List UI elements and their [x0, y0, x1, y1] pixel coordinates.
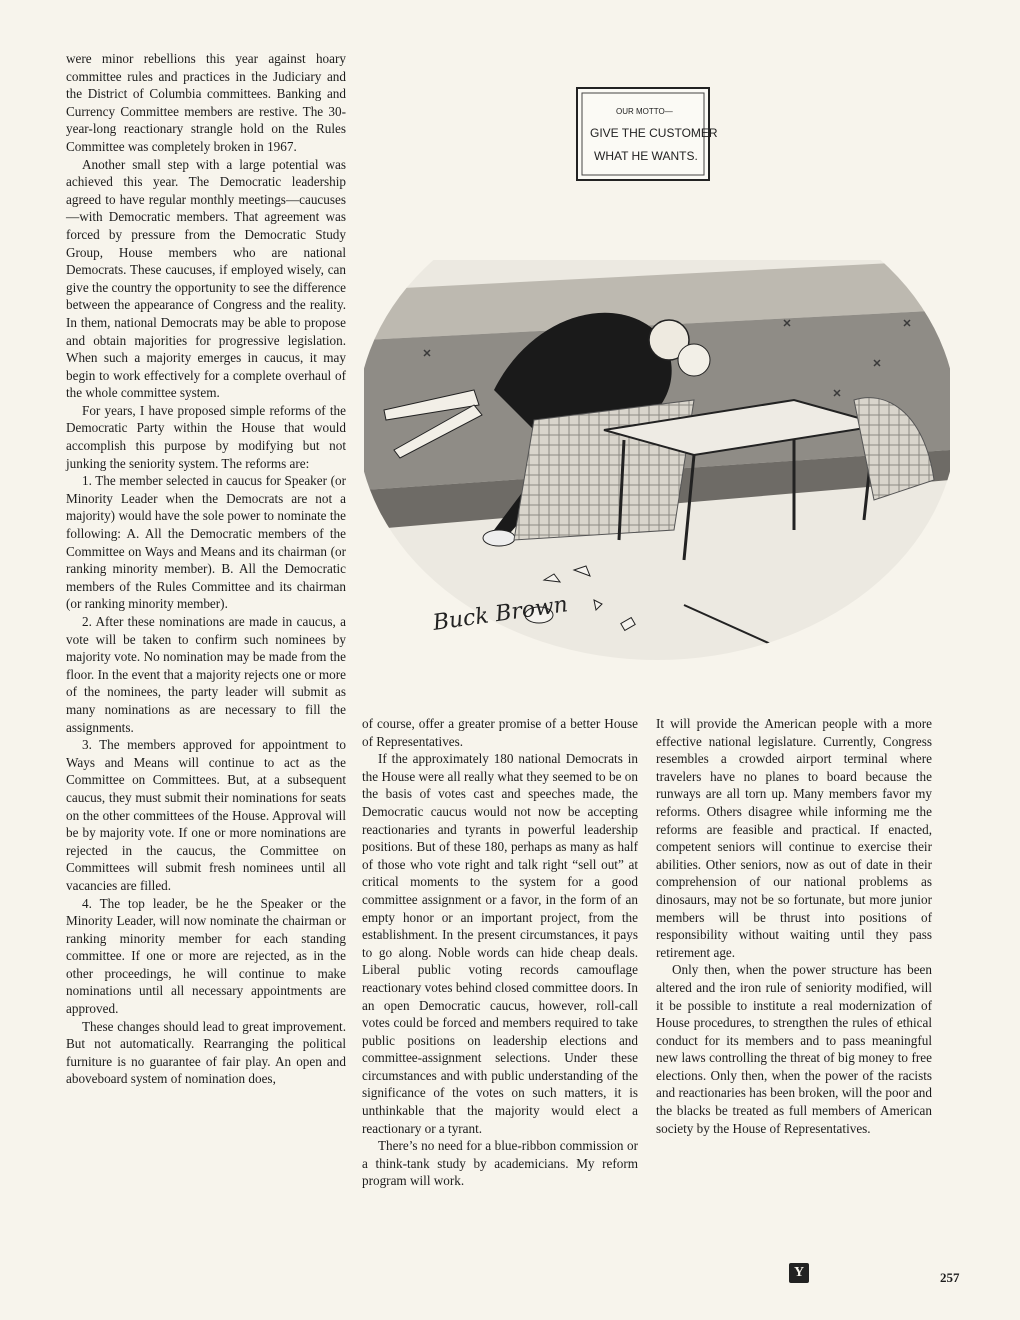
- paragraph: of course, offer a greater promise of a better House of Representatives.: [362, 716, 638, 749]
- end-mark-logo: Y: [789, 1263, 809, 1283]
- paragraph: Only then, when the power structure has been altered and the iron rule of seniority modified, will it be possible to institute a real modernization of House procedures, to strengthen the rules of ethical conduct for its members and to pass meaningful new laws controlling the threat of big money to free elections. Only then, when the power of the racists and reactionaries has been broken, will the poor and the blacks be treated as full members of American society by the House of Representatives.: [656, 962, 932, 1136]
- article-column-2: [362, 715, 638, 1190]
- cartoon-illustration: [364, 60, 950, 670]
- page-number: 257: [940, 1270, 960, 1285]
- motto-sign: [577, 88, 718, 180]
- paragraph: 1. The member selected in caucus for Speaker (or Minority Leader when the Democrats are not a majority) would have the sole power to nominate the following: A. All the Democratic members of the Committee on Ways and Means and its chairman (or ranking minority member). B. All the Democratic members of the Rules Committee and its chairman (or ranking minority member).: [66, 473, 346, 612]
- paragraph: These changes should lead to great improvement. But not automatically. Rearranging the political furniture is no guarantee of fair play. An open and aboveboard system of nomination does,: [66, 1018, 346, 1087]
- paragraph: were minor rebellions this year against hoary committee rules and practices in the Judiciary and the District of Columbia committees. Banking and Currency Committee members are restive. The 30-year-long reactionary strangle hold on the Rules Committee was completely broken in 1967.: [66, 51, 346, 154]
- artist-signature: Buck Brown: [431, 592, 570, 636]
- paragraph: 3. The members approved for appointment to Ways and Means will continue to act as the Committee on Committees. But, at a subsequent caucus, they must submit their nominations for seats on the other committees of the House. Approval will be by majority vote. If one or more nominations are rejected in the caucus, the Committee on Committees will submit fresh nominees until all vacancies are filled.: [66, 737, 346, 893]
- paragraph: If the approximately 180 national Democrats in the House were all really what they seemed to be on the basis of votes cast and speeches made, the Democratic caucus would not now be accepting reactionaries and tyrants in powerful leadership positions. But of these 180, perhaps as many as half of those who vote right and talk right “sell out” at critical moments to the system for a good committee assignment or a favor, in the form of an empty honor or an important project, from the establishment. In the present circumstances, it pays to go along. Noble words can hide cheap deals. Liberal public voting records camouflage reactionary votes behind closed committee doors. In an open Democratic caucus, however, roll-call votes could be forced and members required to take public positions on leadership elections and committee-assignment selections. Under these circumstances and with public understanding of the significance of the votes on such matters, it is unthinkable that the majority would elect a reactionary or a tyrant.: [362, 751, 638, 1136]
- sign-line-1: OUR MOTTO—: [616, 107, 673, 116]
- sign-line-3: WHAT HE WANTS.: [594, 149, 698, 163]
- paragraph: Another small step with a large potential was achieved this year. The Democratic leadership agreed to have regular monthly meetings—caucuses—with Democratic members. That agreement was forced by pressure from the Democratic Study Group, House members who are national Democrats. These caucuses, if employed wisely, can give the country the opportunity to see the difference between the appearance of Congress and the reality. In them, national Democrats may be able to propose and obtain majorities for progressive legislation. When such a majority emerges in caucus, it may begin to work effectively for a complete overhaul of the whole committee system.: [66, 156, 346, 401]
- paragraph: 4. The top leader, be he the Speaker or the Minority Leader, will now nominate the chairman or ranking minority member for each standing committee. If one or more are rejected, as in the other proceedings, he will continue to make nominations until all necessary appointments are approved.: [66, 895, 346, 1017]
- article-column-1: [66, 50, 346, 1088]
- paragraph: It will provide the American people with a more effective national legislature. Currently, Congress resembles a crowded airport terminal where travelers have no planes to board because the runways are all torn up. Many members favor my reforms. Others disagree while informing me the reforms are feasible and practical. If enacted, competent seniors will continue to exercise their abilities. Other seniors, now as out of date in their comprehension of our national problems as dinosaurs, may not be so fortunate, but more junior members will be thrust into positions of responsibility without waiting until they pass retirement age.: [656, 716, 932, 960]
- paragraph: For years, I have proposed simple reforms of the Democratic Party within the House that would accomplish this purpose by modifying but not junking the seniority system. The reforms are:: [66, 402, 346, 471]
- paragraph: There’s no need for a blue-ribbon commission or a think-tank study by academicians. My reform program will work.: [362, 1138, 638, 1189]
- paragraph: 2. After these nominations are made in caucus, a vote will be taken to confirm such nominees by majority vote. No nomination may be made from the floor. In the event that a majority rejects one or more of the nominees, the party leader will submit as many nominations as are necessary to fill the assignments.: [66, 614, 346, 735]
- article-column-3: [656, 715, 932, 1137]
- sign-line-2: GIVE THE CUSTOMER: [590, 126, 718, 140]
